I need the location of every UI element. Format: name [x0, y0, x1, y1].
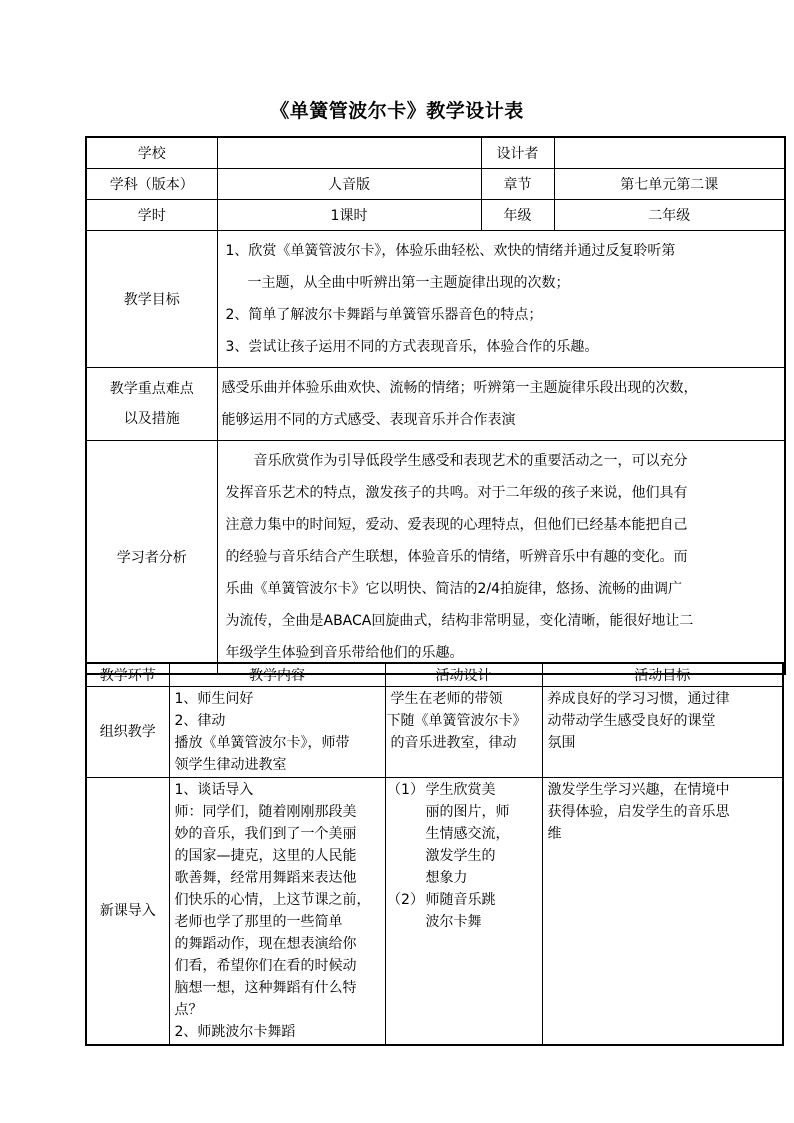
activity-line: 激发学生的: [425, 848, 496, 864]
content-cell: [169, 687, 385, 778]
grade-label: 年级: [481, 199, 554, 230]
subject-label: 学科（版本）: [86, 168, 217, 199]
content-line: 师：同学们，随着刚刚那段美: [174, 804, 357, 820]
activity-line: 想象力: [425, 870, 468, 886]
header-goal: 活动目标: [542, 663, 783, 687]
focus-content: [217, 367, 785, 440]
designer-value: [554, 137, 785, 168]
goal-line: 维: [547, 826, 562, 842]
content-line: 们快乐的心情，上这节课之前，: [174, 892, 371, 908]
activity-line: 学生欣赏美: [425, 782, 496, 798]
content-line: 点？: [174, 1002, 203, 1018]
designer-label: 设计者: [481, 137, 554, 168]
goals-label: 教学目标: [86, 230, 217, 367]
content-line: 歌善舞，经常用舞蹈来表达他: [174, 870, 357, 886]
content-line: 们看，希望你们在看的时候动: [174, 958, 357, 974]
chapter-label: 章节: [481, 168, 554, 199]
learners-line: 乐曲《单簧管波尔卡》它以明快、简洁的2/4拍旋律，悠扬、流畅的曲调广: [225, 580, 683, 597]
info-table: [85, 136, 786, 675]
content-line: 1、师生问好: [174, 691, 254, 707]
activity-line: 丽的图片，师: [425, 804, 510, 820]
learners-line: 年级学生体验到音乐带给他们的乐趣。: [225, 644, 464, 661]
content-line: 2、律动: [174, 713, 226, 729]
header-activity: 活动设计: [385, 663, 542, 687]
chapter-value: 第七单元第二课: [554, 168, 785, 199]
content-line: 的舞蹈动作，现在想表演给你: [174, 936, 357, 952]
goal-line: 养成良好的学习习惯，通过律: [547, 691, 730, 707]
content-line: 脑想一想，这种舞蹈有什么特: [174, 980, 357, 996]
focus-label: [86, 367, 217, 440]
activity-item: [386, 779, 537, 889]
page-title: 《单簧管波尔卡》教学设计表: [270, 100, 524, 122]
learners-label: 学习者分析: [86, 440, 217, 674]
content-line: 老师也学了那里的一些简单: [174, 914, 343, 930]
focus-label-line: 以及措施: [123, 410, 180, 427]
goal-line: 氛围: [547, 735, 576, 751]
content-line: 播放《单簧管波尔卡》，师带: [174, 735, 350, 751]
activity-line: 下随《单簧管波尔卡》: [386, 713, 527, 729]
goal-line: 动带动学生感受良好的课堂: [547, 713, 716, 729]
header-content: 教学内容: [169, 663, 385, 687]
content-cell: [169, 778, 385, 1046]
hours-value: 1课时: [217, 199, 481, 230]
goals-line: 2、简单了解波尔卡舞蹈与单簧管乐器音色的特点；: [225, 306, 543, 323]
header-stage: 教学环节: [86, 663, 169, 687]
stage-cell: 组织教学: [86, 687, 169, 778]
activity-cell: [385, 778, 542, 1046]
school-label: 学校: [86, 137, 217, 168]
focus-line: 感受乐曲并体验乐曲欢快、流畅的情绪；听辨第一主题旋律乐段出现的次数，: [221, 379, 698, 396]
learners-line: 发挥音乐艺术的特点，激发孩子的共鸣。对于二年级的孩子来说，他们具有: [225, 484, 688, 501]
content-line: 1、谈话导入: [174, 782, 254, 798]
stage-cell: 新课导入: [86, 778, 169, 1046]
hours-label: 学时: [86, 199, 217, 230]
goals-line: 3、尝试让孩子运用不同的方式表现音乐，体验合作的乐趣。: [225, 338, 599, 355]
learners-line: 的经验与音乐结合产生联想，体验音乐的情绪，听辨音乐中有趣的变化。而: [225, 548, 688, 565]
activity-line: 生情感交流，: [425, 826, 510, 842]
goal-line: 激发学生学习兴趣，在情境中: [547, 782, 730, 798]
activity-number: （2）: [387, 892, 424, 908]
goals-content: [217, 230, 785, 367]
activity-line: 的音乐进教室，律动: [390, 735, 517, 751]
process-table: [85, 662, 784, 1046]
content-line: 的国家—捷克，这里的人民能: [174, 848, 357, 864]
goals-line: 一主题，从全曲中听辨出第一主题旋律出现的次数；: [247, 274, 570, 291]
activity-line: 师随音乐跳: [425, 892, 496, 908]
activity-line: 学生在老师的带领: [390, 691, 503, 707]
focus-label-line: 教学重点难点: [109, 380, 194, 397]
goal-cell: [542, 778, 783, 1046]
content-line: 领学生律动进教室: [174, 757, 287, 773]
activity-line: 波尔卡舞: [425, 914, 482, 930]
content-line: 妙的音乐，我们到了一个美丽: [174, 826, 357, 842]
activity-item: [386, 889, 537, 933]
school-value: [217, 137, 481, 168]
learners-line: 为流传，全曲是ABACA回旋曲式，结构非常明显，变化清晰，能很好地让二: [225, 612, 694, 629]
learners-content: [217, 440, 785, 674]
activity-number: （1）: [387, 782, 424, 798]
subject-value: 人音版: [217, 168, 481, 199]
activity-cell: [385, 687, 542, 778]
goal-line: 获得体验，启发学生的音乐思: [547, 804, 730, 820]
learners-line: 注意力集中的时间短，爱动、爱表现的心理特点，但他们已经基本能把自己: [225, 516, 688, 533]
learners-line: 音乐欣赏作为引导低段学生感受和表现艺术的重要活动之一，可以充分: [253, 452, 688, 469]
grade-value: 二年级: [554, 199, 785, 230]
goal-cell: [542, 687, 783, 778]
goals-line: 1、欣赏《单簧管波尔卡》，体验乐曲轻松、欢快的情绪并通过反复聆听第: [225, 242, 676, 259]
content-line: 2、师跳波尔卡舞蹈: [174, 1024, 296, 1040]
focus-line: 能够运用不同的方式感受、表现音乐并合作表演: [221, 411, 516, 428]
